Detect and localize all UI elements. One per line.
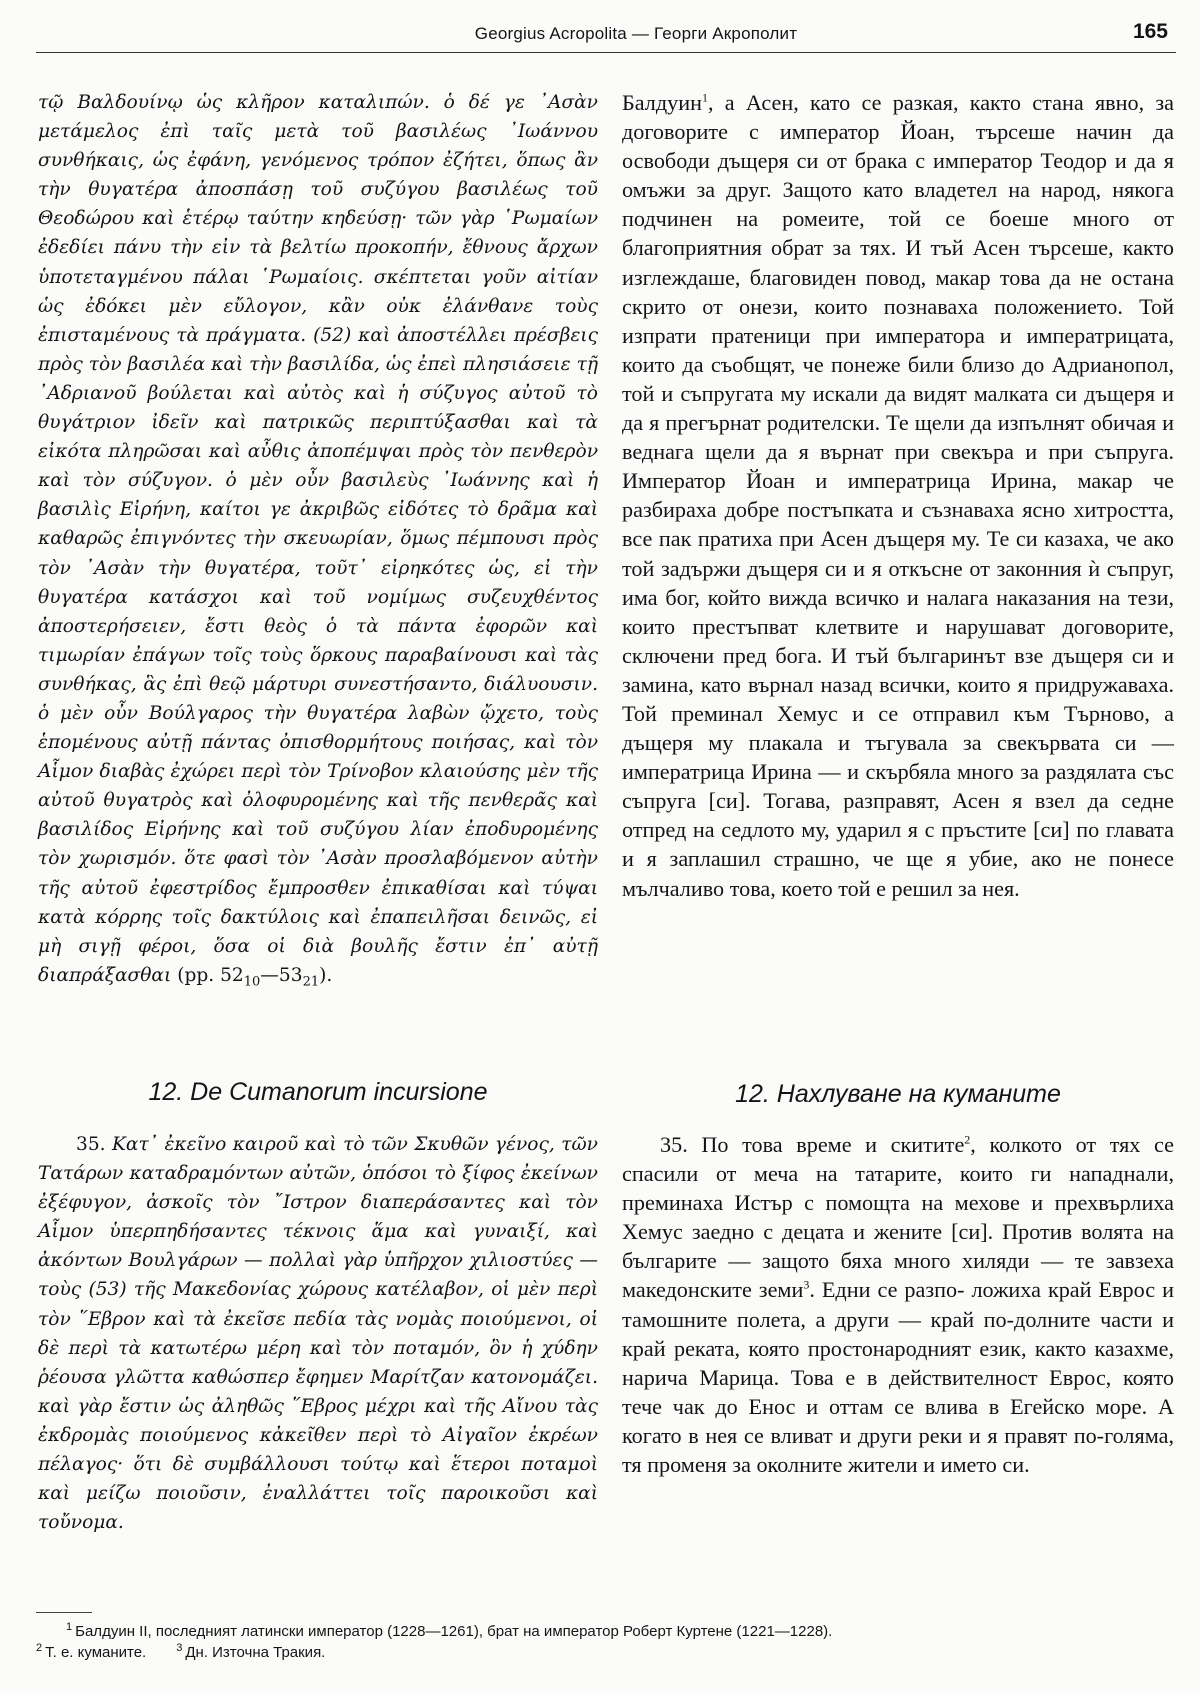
section-title-bulgarian: 12. Нахлуване на куманите xyxy=(735,1080,1061,1108)
bulgarian-paragraph-35-body-a: тях се спасили от меча на татарите, които ги нападнали, преминаха Истър с помощта на мехове и прехвърлиха Хемус заедно с децата и жените [си]. Против волята на българите — защото бяха много хиляди — те xyxy=(622,1132,1174,1274)
greek-paragraph-35 xyxy=(38,1130,598,1537)
footnote-text-2: Т. е. куманите. xyxy=(45,1644,147,1661)
bulgarian-paragraph-35-body-b: ложиха край Еврос и тамошните полета, а други — край по-долните части и край реката, която простонародният език, както казахме, нарича Марица. Това е в действителност Еврос, която тече чак до Енос и оттам се влива в Егейско море. А когато в нея се вливат и други реки и я правят по-голяма, тя променя за околните жители и името си. xyxy=(622,1277,1175,1478)
footnote-text-3: Дн. Източна Тракия. xyxy=(185,1644,326,1661)
footnote-ref-3[interactable]: 3 xyxy=(803,1278,810,1293)
greek-section-35 xyxy=(38,1130,598,1537)
line-fn3-b: . Едни се разпо- xyxy=(809,1277,965,1303)
bulgarian-paragraph-1 xyxy=(622,88,1174,903)
footnote-marker-2: 2 xyxy=(36,1642,43,1654)
section-first-line-b: , колкото от xyxy=(970,1132,1097,1157)
page-reference: (pp. $52_{10}—53_{21}$). xyxy=(177,964,333,990)
footnotes xyxy=(36,1621,1176,1663)
footnote-marker-3: 3 xyxy=(176,1642,183,1654)
footnote-ref-2[interactable]: 2 xyxy=(964,1132,971,1147)
line-fn3-a: завзеха македонските земи xyxy=(622,1248,1174,1303)
footnote-2-3 xyxy=(36,1642,1176,1663)
running-head xyxy=(36,14,1176,53)
section-first-line-a: 35. По това време и скитите xyxy=(660,1132,965,1157)
greek-text-column xyxy=(38,88,598,990)
footnote-text-1: Балдуин II, последният латински император (1228—1261), брат на император Роберт Куртене (1221—1228). xyxy=(75,1623,833,1640)
running-title: Georgius Acropolita — Георги Акрополит xyxy=(474,24,798,43)
first-word: Балдуин xyxy=(622,90,702,115)
footnote-rule xyxy=(36,1612,92,1613)
greek-paragraph-35-body: Κατ᾿ ἐκεῖνο καιροῦ καὶ τὸ τῶν Σκυθῶν γένος, τῶν Τατάρων καταδραμόντων αὐτῶν, ὁπόσοι τὸ ξίφος ἐκείνων ἐξέφυγον, ἀσκοῖς τὸν ῎Ιστρον διαπεράσαντες καὶ τὸν Αἷμον ὑπερπηδήσαντες τέκνοις ἅμα καὶ γυναιξί, καὶ ἀκόντων Βουλγάρων — πολλαὶ γὰρ ὑπῆρχον χιλιοστύες — τοὺς (53) τῆς Μακεδονίας χώρους κατέλαβον, οἱ μὲν περὶ τὸν ῞Εβρον καὶ τὰ ἐκεῖσε πεδία τὰς νομὰς ποιούμενοι, οἱ δὲ περὶ τὰ κατωτέρω μέρη καὶ τὸν ποταμόν, ὃν ἡ χύδην ῥέουσα γλῶττα καθώσπερ ἔφημεν Μαρίτζαν κατονομάζει. καὶ γὰρ ἔστιν ὡς ἀληθῶς ῞Εβρος μέχρι καὶ τῆς Αἴνου τὰς ἐκδρομὰς ποιούμενος κἀκεῖθεν περὶ τὸ Αἰγαῖον ἐκρέων πέλαγος· ὅτι δὲ συμβάλλουσι τούτῳ καὶ ἕτεροι ποταμοὶ καὶ μείζω ποιοῦσιν, ἐναλλάττει τοῖς παροικοῦσι καὶ τοὔνομα. xyxy=(38,1134,598,1534)
first-line-rest: , а Асен, като се разкая, както стана xyxy=(708,90,1084,115)
footnote-ref-1[interactable]: 1 xyxy=(702,90,708,105)
paragraph-number: 35. xyxy=(76,1134,106,1155)
bulgarian-paragraph-1-body: явно, за договорите с император Йоан, търсеше начин да освободи дъщеря си от брака с император Теодор и да я омъжи за друг. Защото като владетел на народ, някога подчинен на ромеите, той се боеше много от благоприятния обрат за тях. И тъй Асен търсеше, както изглеждаше, благовиден повод, макар това да не остана скрито от онези, които познаваха положението. Той изпрати пратеници при императора и императрицата, които да съобщят, че понеже били близо до Адрианопол, той и съпругата му искали да видят малката си дъщеря и да я прегърнат родителски. Те щели да изпълнят обичая и веднага щели да я върнат при свекъра и при съпруга. Император Йоан и императрица Ирина, макар че разбираха добре постъпката и съзнаваха ясно хитростта, все пак пратиха при Асен дъщеря му. Те си казаха, че ако той задържи дъщеря си и я откъсне от законния ѝ съпруг, има бог, който вижда всичко и налага наказания на тези, които престъпват клетвите и нарушават договорите, сключени пред бога. И тъй българинът взе дъщеря си и замина, като върнал назад всички, които я придружаваха. Той преминал Хемус и се отправил към Търново, а дъщеря му плакала и тъгувала за свекървата си — императрица Ирина — и скърбяла много за раздялата със съпруга [си]. Тогава, разправят, Асен я взел да седне отпред на седлото му, ударил я с пръстите [си] по главата и я заплашил страшно, че ще я убие, ако не понесе мълчаливо това, което той е решил за нея. xyxy=(622,90,1175,901)
bulgarian-section-35 xyxy=(622,1130,1174,1479)
section-title-latin: 12. De Cumanorum incursione xyxy=(148,1078,488,1106)
page-number: 165 xyxy=(1132,20,1168,43)
footnote-marker-1: 1 xyxy=(66,1621,73,1633)
footnote-1 xyxy=(36,1621,1176,1642)
bulgarian-paragraph-35 xyxy=(622,1130,1174,1479)
greek-paragraph-1: τῷ Βαλδουίνῳ ὡς κλῆρον καταλιπών. ὁ δέ γε ᾿Ασὰν μετάμελος ἐπὶ ταῖς μετὰ τοῦ βασιλέως ᾿Ιωάννου συνθήκαις, ὡς ἐφάνη, γενόμενος τρόπον ἐζήτει, ὅπως ἂν τὴν θυγατέρα ἀποσπάσῃ τοῦ συζύγου βασιλέως τοῦ Θεοδώρου καὶ ἑτέρῳ ταύτην κηδεύσῃ· τῶν γὰρ ῾Ρωμαίων ἐδεδίει πάνυ τὴν εἰν τὰ βελτίω προκοπήν, ἔθνους ἄρχων ὑποτεταγμένου πάλαι ῾Ρωμαίοις. σκέπτεται γοῦν αἰτίαν ὡς ἐδόκει μὲν εὔλογον, κἂν οὐκ ἐλάνθανε τοὺς ἐπισταμένους τὰ πράγματα. (52) καὶ ἀποστέλλει πρέσβεις πρὸς τὸν βασιλέα καὶ τὴν βασιλίδα, ὡς ἐπεὶ πλησιάσειε τῇ ᾿Αδριανοῦ βούλεται καὶ αὐτὸς καὶ ἡ σύζυγος αὐτοῦ τὸ θυγάτριον ἰδεῖν καὶ πατρικῶς περιπτύξασθαι καὶ τὰ εἰκότα πληρῶσαι καὶ αὖθις ἀποπέμψαι πρὸς τὸν πενθερὸν καὶ τὸν σύζυγον. ὁ μὲν οὖν βασιλεὺς ᾿Ιωάννης καὶ ἡ βασιλὶς Εἰρήνη, καίτοι γε ἀκριβῶς εἰδότες τὸ δρᾶμα καὶ καθαρῶς ἐπιγνόντες τὴν σκευωρίαν, ὅμως πέμπουσι πρὸς τὸν ᾿Ασὰν τὴν θυγατέρα, τοῦτ᾿ εἰρηκότες ὡς, εἰ τὴν θυγατέρα κατάσχοι καὶ τοῦ νομίμως συζευχθέντος ἀποστερήσειεν, ἔστι θεὸς ὁ τὰ πάντα ἐφορῶν καὶ τιμωρίαν ἐπάγων τοῖς τοὺς ὅρκους παραβαίνουσι καὶ τὰς συνθήκας, ἃς ἐπὶ θεῷ μάρτυρι συνεστήσαντο, διάλυουσιν. ὁ μὲν οὖν Βούλγαρος τὴν θυγατέρα λαβὼν ᾤχετο, τοὺς ἑπομένους αὐτῇ πάντας ὀπισθορμήτους ποιήσας, καὶ τὸν Αἷμον διαβὰς ἐχώρει περὶ τὸν Τρίνοβον κλαιούσης μὲν τῆς αὐτοῦ θυγατρὸς καὶ ὀλοφυρομένης καὶ τῆς πενθερᾶς καὶ βασιλίδος Εἰρήνης καὶ τοῦ συζύγου λίαν ἐποδυρομένης τὸν χωρισμόν. ὅτε φασὶ τὸν ᾿Ασὰν προσλαβόμενον αὐτὴν τῆς αὐτοῦ ἐφεστρίδος ἔμπροσθεν ἐπικαθίσαι καὶ τύψαι κατὰ κόρρης τοῖς δακτύλοις καὶ ἐπαπειλῆσαι δεινῶς, εἰ μὴ σιγῇ φέροι, ὅσα οἱ διὰ βουλῆς ἔστιν ἐπ᾿ αὐτῇ διαπράξασθαι (pp. $52_{10}—53_{21}$). xyxy=(38,92,598,990)
bulgarian-text-column xyxy=(622,88,1174,903)
